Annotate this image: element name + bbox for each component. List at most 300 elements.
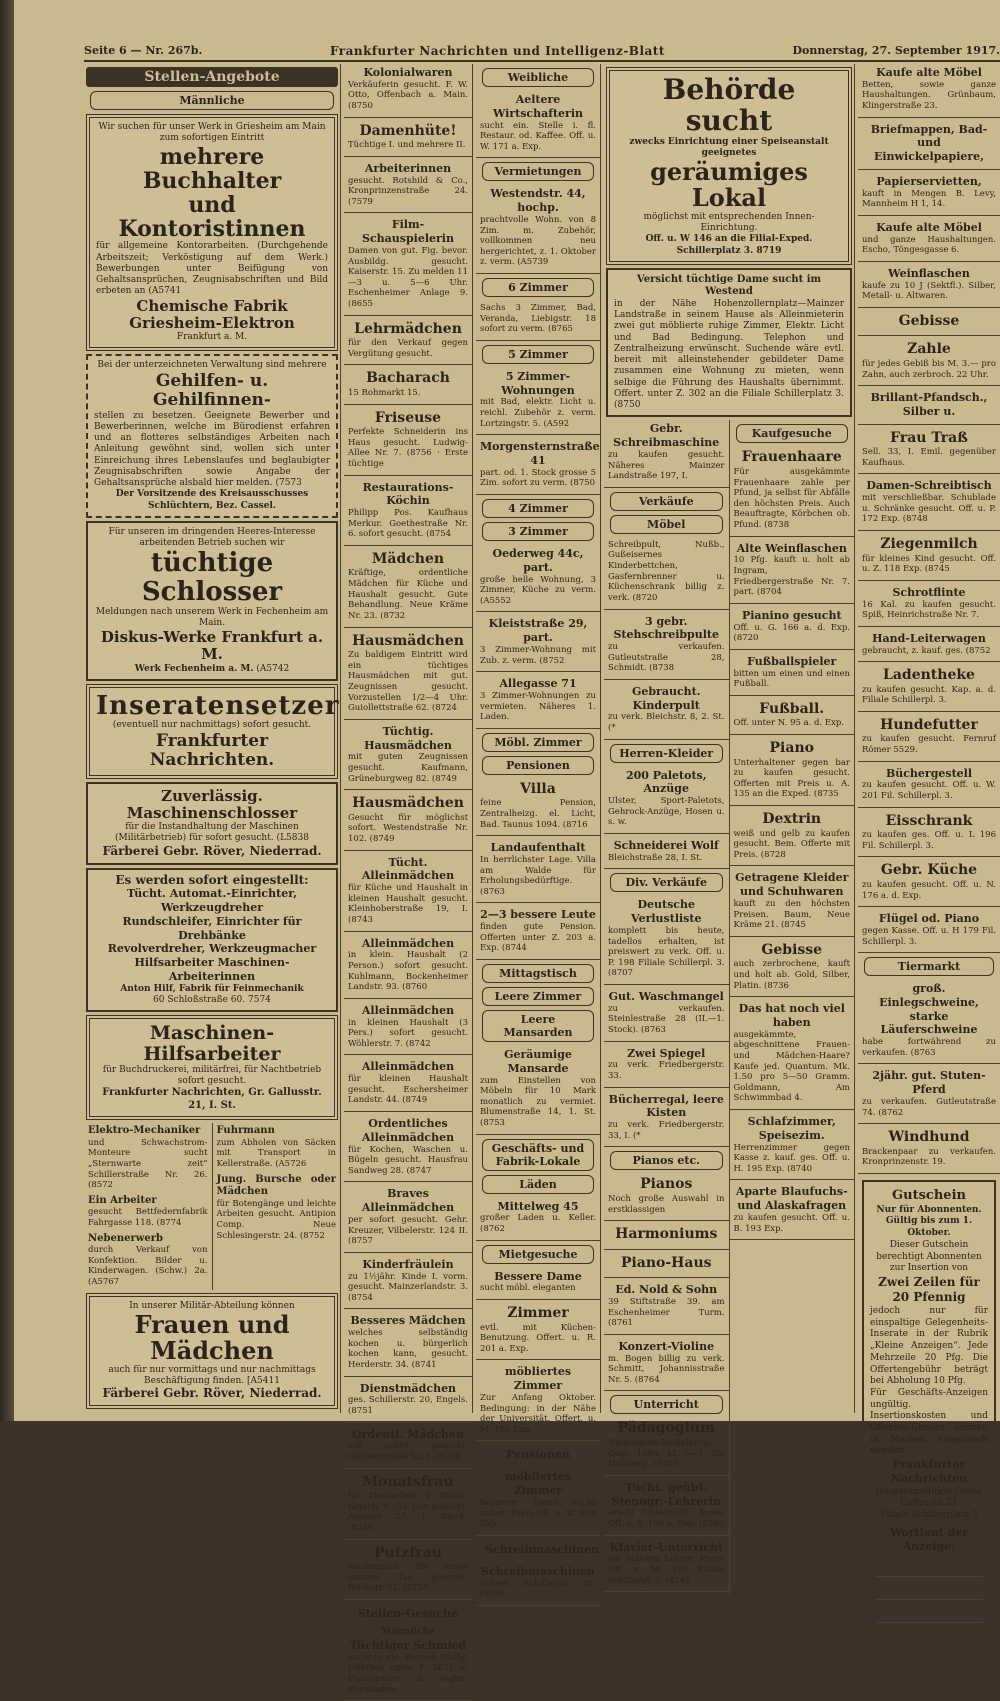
ad-intro: In unserer Militär-Abteilung können	[96, 1301, 328, 1312]
classified-ad-title: Braves Alleinmädchen	[348, 1187, 468, 1215]
classified-ad-title: 3 gebr. Stehschreibpulte	[608, 615, 725, 643]
ad-separator	[476, 1134, 600, 1135]
classified-ad-text: und ganze Haushaltungen. Escho, Töngesgasse 6.	[862, 235, 996, 256]
classified-ad-text: kauft zu den höchsten Preisen. Baum, Neue Kräme 21. (8745	[734, 899, 851, 931]
classified-ad-title: Besseres Mädchen	[348, 1314, 468, 1328]
ad-separator	[604, 609, 729, 610]
ad-separator	[858, 117, 1000, 118]
ad-separator	[476, 157, 600, 158]
classified-ad-text: per sofort gesucht. Gehr. Kreuzer, Vilbelerstr. 124 II. (8757	[348, 1215, 468, 1247]
classified-ad	[604, 1479, 729, 1532]
rubric-label: Läden	[482, 1175, 594, 1194]
rubric-label: Vermietungen	[482, 162, 594, 181]
classified-ad-text: für Kochen, Waschen u. Bügeln gesucht. Hausfrau Sandweg 28. (8747	[348, 1145, 468, 1177]
small-ad-text: durch Verkauf von Konfektion. Bilder u. Kinderwagen. (Schw.) 2a. (A5767	[88, 1245, 208, 1287]
ad-code: 7574	[248, 995, 271, 1005]
classified-ad	[730, 653, 855, 692]
rubric-label: Herren-Kleider	[610, 744, 723, 763]
classified-ad-text: Off. u. G. 166 a. d. Exp. (8720	[734, 623, 851, 644]
classified-ad-title: Gut. Waschmangel	[608, 990, 725, 1004]
ad-separator	[858, 307, 1000, 308]
classified-ad-title: Morgensternstraße 41	[480, 440, 596, 468]
ad-separator	[344, 1376, 472, 1377]
classified-ad-text: in kleinen Haushalt (3 Pers.) sofort gesucht. Wöhlerstr. 7. (8742	[348, 1018, 468, 1050]
classified-ad	[858, 715, 1000, 758]
ad-separator	[476, 611, 600, 612]
rubric-label: Schreibmaschinen	[482, 1540, 594, 1559]
small-ad-text: zum Abholen von Säcken mit Transport in Kellerstraße. (A5726	[217, 1138, 337, 1169]
rubric-label: Unterricht	[610, 1395, 723, 1414]
classified-ad-text: 39 Stiftstraße 39. am Eschenheimer Turm. (8761	[608, 1297, 725, 1329]
ad-separator	[604, 1249, 729, 1250]
ad-frauen-maedchen	[86, 1293, 338, 1409]
coupon-text: Für Geschäfts-Anzeigen ungültig. Insertionskosten und Offerten-Gebühr können in Marken eingesandt werden.	[870, 1388, 988, 1458]
classified-ad	[604, 1418, 729, 1471]
classified-ad-text: für kleines Kind gesucht. Off. u. Z. 118 Exp. (8745	[862, 554, 996, 575]
classified-ad-text: 16 Kal. zu kaufen gesucht. Spiß, Heinrichstraße Nr. 7.	[862, 600, 996, 621]
rubric-label: 6 Zimmer	[482, 278, 594, 297]
classified-ad	[476, 1303, 600, 1356]
classified-ad	[344, 160, 472, 210]
coupon-write-line[interactable]	[876, 1577, 982, 1600]
classified-ad-text: zu kaufen gesucht. Fernruf Römer 5529.	[862, 734, 996, 755]
column-2	[344, 64, 473, 1413]
ad-firm: Chemische Fabrik Griesheim-Elektron	[96, 298, 328, 333]
classified-ad	[858, 64, 1000, 114]
classified-ad	[476, 779, 600, 832]
classified-ad	[344, 1380, 472, 1419]
stellen-gesuche-sublabel: Männliche	[344, 1627, 472, 1637]
ad-separator	[604, 679, 729, 680]
column-5-items	[858, 64, 1000, 1174]
classified-ad-title: Allegasse 71	[480, 677, 596, 691]
stellen-gesuche-label: Stellen-Gesuche	[350, 1604, 466, 1623]
classified-ad-text: zu 1½jähr. Kinde I. vorm. gesucht. Mainzerlandstr. 3. (8754	[348, 1272, 468, 1304]
classified-ad-text: Zu baldigem Eintritt wird ein tüchtiges Hausmädchen mit gut. Zeugnissen gesucht. Vorzustellen 1/2—4 Uhr. Guiollettstraße 62. (8724	[348, 650, 468, 714]
classified-ad	[344, 793, 472, 846]
classified-ad-text: 3 Zimmer-Wohnungen zu vermieten. Näheres 1. Laden.	[480, 691, 596, 723]
ad-body: für Buchdruckerei, militärfrei, für Nachtbetrieb sofort gesucht.	[96, 1065, 328, 1088]
ad-separator	[858, 530, 1000, 531]
classified-ad-title: Schrotflinte	[862, 586, 996, 600]
classified-ad-title: Schreibmaschinen	[480, 1565, 596, 1579]
classified-ad	[476, 1268, 600, 1296]
ad-separator	[858, 473, 1000, 474]
classified-ad-text: für jedes Gebiß bis M. 3.— pro Zahn, auch zerbroch. 22 Uhr.	[862, 359, 996, 380]
ad-separator	[858, 169, 1000, 170]
classified-ad	[476, 839, 600, 899]
ad-body: möglichst mit entsprechenden Innen-Einrichtung.	[616, 212, 842, 235]
ad-separator	[476, 1299, 600, 1300]
ad-separator	[476, 1240, 600, 1241]
classified-ad	[344, 1002, 472, 1052]
classified-ad-text: großer Laden u. Keller. (8762	[480, 1213, 596, 1234]
classified-ad-text: m. Bogen billig zu verk. Schmitt, Johannisstraße Nr. 5. (8764	[608, 1354, 725, 1386]
ad-separator	[858, 807, 1000, 808]
classified-ad-text: Noch große Auswahl in erstklassigen	[608, 1194, 725, 1215]
classified-ad	[604, 896, 729, 981]
classified-ad-title: Briefmappen, Bad- und Einwickelpapiere,	[862, 123, 996, 164]
classified-ad	[604, 613, 729, 676]
classified-ad-text: bitten um einen und einen Fußball.	[734, 669, 851, 690]
classified-ad-title: Ordentl. Mädchen	[348, 1428, 468, 1442]
ad-separator	[858, 1063, 1000, 1064]
rubric-label: Verkäufe	[610, 492, 723, 511]
ad-separator	[858, 385, 1000, 386]
ad-separator	[858, 856, 1000, 857]
ad-address-line	[94, 995, 330, 1006]
classified-ad-title: Ed. Nold & Sohn	[608, 1283, 725, 1297]
ad-separator	[730, 1109, 855, 1110]
ad-separator	[730, 695, 855, 696]
classified-ad-title: Aeltere Wirtschafterin	[480, 93, 596, 121]
classified-ad-text: zu kaufen ges. Off. u. L 196 Fil. Schillerpl. 3.	[862, 830, 996, 851]
classified-ad-title: Oederweg 44c, part.	[480, 547, 596, 575]
coupon-write-line[interactable]	[876, 1554, 982, 1577]
classified-ad	[344, 479, 472, 542]
ad-firm: Anton Hilf, Fabrik für Feinmechanik	[94, 984, 330, 995]
classified-ad	[344, 549, 472, 624]
classified-ad-title: Restaurations-Köchin	[348, 481, 468, 509]
column-1	[84, 64, 341, 1413]
ad-separator	[604, 487, 729, 488]
ad-line: Tücht. Automat.-Einrichter, Werkzeugdreher	[94, 887, 330, 915]
classified-ad-title: Bessere Dame	[480, 1270, 596, 1284]
ad-separator	[476, 340, 600, 341]
classified-ad-title: Friseuse	[348, 410, 468, 428]
classified-ad	[344, 1058, 472, 1108]
classified-ad-title: Monatsfrau	[348, 1474, 468, 1492]
classified-ad	[476, 301, 600, 337]
classified-ad	[858, 311, 1000, 333]
classified-ad	[858, 477, 1000, 527]
classified-ad-title: Arbeiterinnen	[348, 162, 468, 176]
ad-intro: zwecks Einrichtung einer Speiseanstalt geeignetes	[616, 137, 842, 160]
ad-separator	[604, 739, 729, 740]
section-heading: Stellen-Angebote	[86, 67, 338, 87]
coupon-offer: Zwei Zeilen für 20 Pfennig	[870, 1275, 988, 1306]
ad-separator	[858, 761, 1000, 762]
classified-ad-title: Gebisse	[862, 313, 996, 331]
ad-line: Hilfsarbeiter Maschinen-Arbeiterinnen	[94, 956, 330, 984]
small-ad-text: und Schwachstrom-Monteure sucht „Sternwarte zeit“ Schillerstraße Nr. 26. (8572	[88, 1138, 208, 1191]
classified-ad	[858, 339, 1000, 382]
classified-ad-title: Eisschrank	[862, 813, 996, 831]
ad-westend-dame	[606, 268, 852, 418]
classified-ad	[730, 540, 855, 600]
classified-ad-text: zu verk. Friedbergerstr. 33, I. (*	[608, 1120, 725, 1141]
classified-ad-text: Brackenpaar zu verkaufen. Kronprinzenstr. 19.	[862, 1147, 996, 1168]
rubric-label: Leere Zimmer	[482, 987, 594, 1006]
coupon-subtitle: Nur für Abonnenten.	[870, 1205, 988, 1217]
classified-ad-text: welches selbständig kochen u. bürgerlich kochen kann, gesucht. Herderstr. 34. (8741	[348, 1328, 468, 1371]
classified-ad	[858, 665, 1000, 708]
ad-separator	[344, 404, 472, 405]
ad-separator	[344, 364, 472, 365]
classified-ad-text: sucht ein. Stelle i. fl. Restaur. od. Kaffee. Off. u. W. 171 a. Exp.	[480, 121, 596, 153]
classified-ad	[476, 1363, 600, 1437]
ad-separator	[344, 931, 472, 932]
ad-line: Rundschleifer, Einrichter für Drehbänke	[94, 915, 330, 943]
ad-city: Frankfurt a. M.	[96, 332, 328, 343]
classified-ad	[344, 935, 472, 995]
ad-separator	[344, 212, 472, 213]
classified-ad-text: evtl. mit Küchen-Benutzung. Offert. u. R. 201 a. Exp.	[480, 1323, 596, 1355]
classified-ad-title: Westendstr. 44, hochp.	[480, 187, 596, 215]
classified-ad-title: Frau Traß	[862, 430, 996, 448]
ad-separator	[344, 1181, 472, 1182]
classified-ad-text: Kräftige, ordentliche Mädchen für Küche und Haushalt gesucht. Gute Behandlung. Neue Kräme Nr. 23. (8732	[348, 568, 468, 621]
rubric-label: Tiermarkt	[864, 957, 994, 976]
classified-ad-text: 15 Rohmarkt 15.	[348, 388, 468, 399]
ad-firm: Diskus-Werke Frankfurt a. M.	[94, 629, 330, 664]
classified-ad-title: Das hat noch viel haben	[734, 1002, 851, 1030]
classified-ad-text: sucht möbl. eleganten	[480, 1283, 596, 1294]
ad-separator	[344, 1468, 472, 1469]
ad-body: Meldungen nach unserem Werk in Fechenheim am Main.	[94, 607, 330, 630]
ad-line: Revolverdreher, Werkzeugmacher	[94, 942, 330, 956]
classified-ad-title: Bacharach	[348, 370, 468, 388]
coupon-text: jedoch nur für einspaltige Gelegenheits-Inserate in der Rubrik „Kleine Anzeigen“. Jede Mehrzeile 20 Pfg. Die Offertengebühr beträgt bei Abholung 10 Pfg.	[870, 1306, 988, 1388]
small-ad-title: Ein Arbeiter	[88, 1195, 157, 1206]
classified-ad	[344, 854, 472, 928]
ad-body: stellen zu besetzen. Geeignete Bewerber und Bewerberinnen, welche im Bürodienst erfahren und an flotteres selbständiges Arbeiten nach Anleitung gewöhnt sind, wollen sich unter Einreichung ihres Lebenslaufes und beglaubigter Zeugnisabschriften sowie Angabe der Gehaltsansprüche alsbald hier melden. (7573	[94, 411, 330, 490]
classified-ad-title: Pädagogium	[608, 1420, 725, 1438]
ad-separator	[858, 661, 1000, 662]
ad-separator	[858, 335, 1000, 336]
classified-ad-title: Deutsche Verlustliste	[608, 898, 725, 926]
ad-headline: Maschinen-Hilfsarbeiter	[96, 1023, 328, 1065]
ad-separator	[476, 1359, 600, 1360]
classified-ad-text: in klein. Haushalt (2 Person.) sofort gesucht. Kuhlmann, Bockenheimer Landstr. 93. (8760	[348, 950, 468, 993]
classified-ad-text: zu verkaufen. Steinlestraße 28 (II.—1. Stock). (8763	[608, 1004, 725, 1036]
classified-ad-text: Neuenheim-Heidelberg. Gegr. 1880. Kl. 5—7. Dr. Holzberg. (8755	[608, 1438, 725, 1470]
coupon-write-line[interactable]	[876, 1600, 982, 1623]
classified-ad-text: prachtvolle Wohn. von 8 Zim. m. Zubehör, vollkommen neu hergerichtet, z. 1. Oktober z. verm. (A5739	[480, 215, 596, 268]
classified-ad	[858, 910, 1000, 949]
rubric-label: Leere Mansarden	[482, 1010, 594, 1042]
ad-separator	[344, 315, 472, 316]
column-4-right	[730, 420, 855, 1595]
classified-ad	[858, 1067, 1000, 1120]
newspaper-page	[14, 0, 1000, 1421]
classified-ad	[344, 121, 472, 153]
ad-separator	[858, 261, 1000, 262]
classified-ad-text: Besserer Dame sucht sofort. Preis-Off. u. W. 109 Exp.	[480, 1498, 596, 1530]
classified-ad-text: habe fortwährend zu verkaufen. (8763	[862, 1037, 996, 1058]
classified-ad-title: Damenhüte!	[348, 123, 468, 141]
classified-ad-text: zu kaufen gesucht. Off. u. N. 176 a. d. Exp.	[862, 880, 996, 901]
classified-ad-text: gebraucht, z. kauf. ges. (8752	[862, 646, 996, 657]
ad-kreisausschuss	[86, 354, 338, 518]
small-ad-text: für Botengänge und leichte Arbeiten gesucht. Antipion Comp. Neue Schlesingerstr. 24. (8752	[217, 1199, 337, 1241]
ad-firm: Färberei Gebr. Röver, Niederrad.	[94, 845, 330, 859]
classified-ad-title: Ziegenmilch	[862, 536, 996, 554]
classified-ad	[858, 534, 1000, 577]
classified-ad	[858, 765, 1000, 804]
classified-ad	[858, 811, 1000, 854]
ad-separator	[604, 1390, 729, 1391]
ad-griesheim	[86, 114, 338, 351]
classified-ad-title: Kaufe alte Möbel	[862, 66, 996, 80]
ad-firm: Frankfurter Nachrichten.	[96, 732, 328, 771]
classified-ad-text: auch zerbrochene, kauft und holt ab. Gold, Silber, Platin. (8736	[734, 959, 851, 991]
coupon-validity: Gültig bis zum 1. Oktober.	[870, 1216, 988, 1239]
classified-ad-title: Lehrmädchen	[348, 321, 468, 339]
classified-ad-text: Eckert, Schillerstr. 25. (8758	[480, 1579, 596, 1600]
classified-ad	[858, 860, 1000, 903]
ad-separator	[858, 626, 1000, 627]
classified-ad-text: am liebsten Lehrer. Preis-Off. u. M. 192 Filiale Schillerpl. 3. (8761	[608, 1554, 725, 1586]
classified-ad	[344, 1312, 472, 1372]
newspaper-title: Frankfurter Nachrichten und Intelligenz-Blatt	[330, 44, 665, 64]
classified-ad	[604, 1281, 729, 1331]
ad-separator	[604, 1535, 729, 1536]
rubric-label: Weibliche	[482, 68, 594, 87]
classified-ad	[604, 420, 729, 483]
classified-ad	[476, 615, 600, 668]
classified-ad	[858, 121, 1000, 166]
classified-ad-text: für den Verkauf gegen Vergütung gesucht.	[348, 338, 468, 359]
classified-ad	[344, 64, 472, 114]
classified-ad	[730, 869, 855, 932]
classified-ad-text: zu kaufen gesucht. Off. u. B. 193 Exp.	[734, 1213, 851, 1234]
classified-ad	[344, 319, 472, 362]
coupon-address: Hauptexpedition Große Gallusstr. 21	[870, 1487, 988, 1510]
ad-headline: Gehilfen- u. Gehilfinnen-	[94, 372, 330, 411]
ad-separator	[858, 580, 1000, 581]
issue-date: Donnerstag, 27. September 1917.	[793, 44, 1000, 64]
classified-ad-title: Pianos	[608, 1176, 725, 1194]
classified-ad-title: Mädchen	[348, 551, 468, 569]
classified-ad-text: zu kaufen gesucht. Off. u. W. 201 Fil. Schillerpl. 3.	[862, 780, 996, 801]
classified-ad-title: Mittelweg 45	[480, 1200, 596, 1214]
classified-ad	[604, 988, 729, 1038]
classified-ad-text: 10 Pfg. kauft u. holt ab Ingram, Friedbergerstraße Nr. 7. part. (8704	[734, 555, 851, 598]
classified-ad	[344, 1472, 472, 1536]
classified-ad	[476, 1563, 600, 1602]
classified-ad-title: Hundefutter	[862, 717, 996, 735]
classified-ad	[344, 1185, 472, 1248]
classified-ad	[858, 584, 1000, 623]
ad-diskus-werke	[86, 521, 338, 681]
classified-ad-text: finden gute Pension. Offerten unter Z. 203 a. Exp. (8744	[480, 922, 596, 954]
classified-ad-title: Damen-Schreibtisch	[862, 479, 996, 493]
classified-ad-title: Kaufe alte Möbel	[862, 221, 996, 235]
ad-separator	[604, 1277, 729, 1278]
rubric-label: Kaufgesuche	[736, 424, 849, 443]
ad-code: Off. u. W 146 an die Filial-Exped. Schillerplatz 3. 8719	[616, 234, 842, 257]
classified-ad-text: Für ausgekämmte Frauenhaare zahle per Pfund, ja selbst für Abfälle den höchsten Preis. Auch Beauftragte, Körbchen ob. Pfund. (8738	[734, 467, 851, 531]
classified-ad	[858, 630, 1000, 658]
classified-ad-text: Zur Anfang Oktober. Bedingung: in der Nähe der Universität. Offert. u. M. 188 Exp.	[480, 1393, 596, 1436]
classified-ad	[604, 837, 729, 865]
classified-ad-title: Dienstmädchen	[348, 1382, 468, 1396]
classified-ad	[476, 675, 600, 725]
classified-ad-text: Schreibpult, Nußb., Gußeisernes Kinderbettchen, Gasfernbrenner u. Küchenschrank billig z. verk. (8720	[608, 540, 725, 604]
coupon-wording-label: Wortlaut der Anzeige:	[870, 1526, 988, 1555]
classified-ad-text: Herrenzimmer gegen Kasse z. kauf. ges. Off. u. H. 195 Exp. (8740	[734, 1143, 851, 1175]
classified-ad-text: sucht in ein. Betrieb Stellg. Offerten unter F. 2671 a. Haasenstein & Vogler, Wiesbaden.	[348, 1653, 468, 1696]
classified-ad	[604, 683, 729, 736]
classified-ad-title: Gebr. Schreibmaschine	[608, 422, 725, 450]
ad-headline: Behörde sucht	[616, 75, 842, 137]
ad-roever-schlosser	[86, 782, 338, 865]
ad-headline: Frauen und Mädchen	[96, 1312, 328, 1365]
classified-ad-title: Büchergestell	[862, 767, 996, 781]
ad-separator	[604, 984, 729, 985]
classified-ad	[604, 1045, 729, 1084]
ad-separator	[604, 1220, 729, 1221]
ad-separator	[344, 850, 472, 851]
classified-ad	[858, 389, 1000, 421]
classified-ad	[344, 408, 472, 472]
ad-separator	[730, 865, 855, 866]
ad-separator	[604, 1591, 729, 1592]
small-ads-row	[84, 1123, 340, 1289]
rubric-label: Mittagstisch	[482, 964, 594, 983]
classified-ad-text: Sachs 3 Zimmer, Bad, Veranda, Liebigstr. 18 sofort zu verm. (8765	[480, 303, 596, 335]
rubric-label: Möbel	[610, 515, 723, 534]
classified-ad-title: Tücht. geübt. Stenogr.-Lehrerin	[608, 1481, 725, 1509]
classified-ad	[344, 1637, 472, 1697]
classified-ad-title: Alleinmädchen	[348, 1060, 468, 1074]
classified-ad-title: Kolonialwaren	[348, 66, 468, 80]
classified-ad-text: erteilt Unterricht. Preis-Off. u. S. 199 a. Exp. (8760	[608, 1508, 725, 1529]
ad-body: auch für nur vormittags und nur nachmittags Beschäftigung finden. [A5411	[96, 1365, 328, 1388]
column-4	[604, 64, 855, 1413]
classified-ad-text: Unterhaltener gegen bar zu kaufen gesucht. Offerten mit Preis u. A. 135 an die Exped. (8735	[734, 758, 851, 801]
column-5	[858, 64, 1000, 1413]
classified-ad-title: 2jähr. gut. Stuten-Pferd	[862, 1069, 996, 1097]
classified-ad-text: Gesucht für möglichst sofort. Westendstraße Nr. 102. (8749	[348, 813, 468, 845]
classified-ad-title: Putzfrau	[348, 1545, 468, 1563]
rubric-label: Pensionen	[482, 756, 594, 775]
ad-separator	[604, 1087, 729, 1088]
classified-ad-text: mit verschließbar. Schublade u. Schränke gesucht. Off. u. P. 172 Exp. (8748	[862, 493, 996, 525]
small-ad	[84, 1123, 212, 1193]
classified-ad-title: Piano-Haus	[608, 1255, 725, 1273]
classified-ad-title: Fußball.	[734, 701, 851, 719]
header-rule	[84, 60, 1000, 62]
classified-ad-title: Alleinmädchen	[348, 937, 468, 951]
classified-ad	[730, 447, 855, 532]
ad-separator	[344, 719, 472, 720]
classified-ad-title: Pianino gesucht	[734, 609, 851, 623]
classified-ad-title: Film-Schauspielerin	[348, 218, 468, 246]
ad-separator	[476, 902, 600, 903]
classified-ad-text: Ulster, Sport-Paletots, Gehrock-Anzüge, Hosen u. s. w.	[608, 796, 725, 828]
ad-separator	[730, 1179, 855, 1180]
classified-ad-title: Zwei Spiegel	[608, 1047, 725, 1061]
small-ads-right	[213, 1123, 341, 1289]
ad-body: (eventuell nur nachmittags) sofort gesucht.	[96, 720, 328, 731]
classified-ad	[604, 538, 729, 606]
coupon-firm: Frankfurter Nachrichten	[870, 1458, 988, 1487]
classified-ad-text: für Küche und Haushalt in kleinen Haushalt gesucht. Kleinhoberstraße 19, I. (8743	[348, 883, 468, 926]
subsection-label: Männliche	[90, 91, 334, 110]
ad-separator	[344, 998, 472, 999]
ad-firm: Färberei Gebr. Röver, Niederrad.	[96, 1387, 328, 1401]
classified-ad-title: Ordentliches Alleinmädchen	[348, 1117, 468, 1145]
book-spine	[0, 0, 14, 1421]
classified-ad-title: Landaufenthalt	[480, 841, 596, 855]
page-number: Seite 6 — Nr. 267b.	[84, 44, 202, 64]
classified-ad-text: zu verk. Bleichstr. 8, 2. St. (*	[608, 712, 725, 733]
ad-headline: mehrere Buchhalter	[96, 145, 328, 193]
column-4-split	[604, 420, 854, 1595]
classified-ad-text: part. od. 1. Stock grosse 5 Zim. sofort zu verm. (8750	[480, 468, 596, 489]
